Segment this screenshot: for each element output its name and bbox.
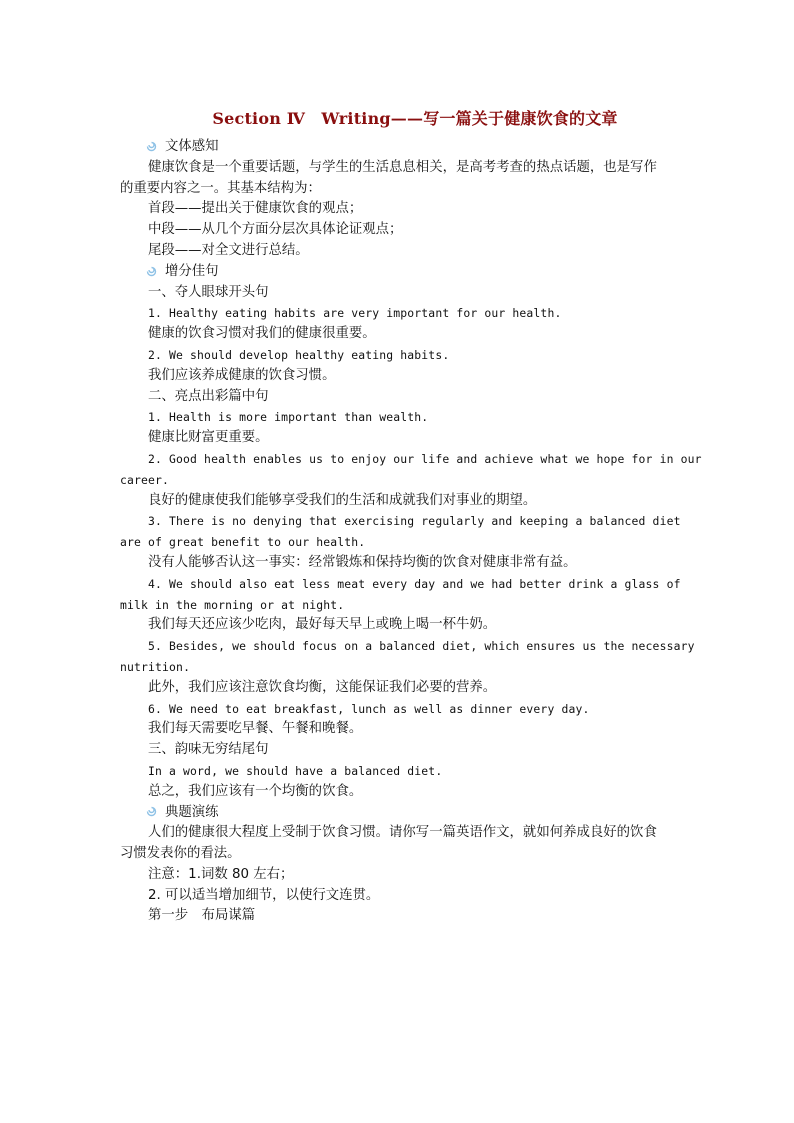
section-heading-practice <box>120 803 676 824</box>
english-sentence-continued: career. <box>120 472 170 487</box>
english-sentence: 6. We need to eat breakfast, lunch as well as dinner every day. <box>148 701 590 716</box>
step-title: 第一步 布局谋篇 <box>148 908 256 924</box>
english-sentence: 5. Besides, we should focus on a balanced diet, which ensures us the necessary <box>148 639 695 654</box>
paragraph-line: 的重要内容之一。其基本结构为： <box>120 180 321 196</box>
section-heading-text: 增分佳句 <box>165 263 219 279</box>
bullet-swirl-icon <box>146 141 157 152</box>
structure-item: 中段——从几个方面分层次具体论证观点； <box>148 222 403 238</box>
english-sentence: 3. There is no denying that exercising regularly and keeping a balanced diet <box>148 514 681 529</box>
subsection-title: 三、韵味无穷结尾句 <box>148 742 269 758</box>
paragraph-line: 习惯发表你的看法。 <box>120 846 241 862</box>
section-heading-text: 文体感知 <box>165 139 219 154</box>
note-line: 2. 可以适当增加细节，以使行文连贯。 <box>148 887 380 903</box>
chinese-translation: 总之，我们应该有一个均衡的饮食。 <box>148 783 363 799</box>
structure-item: 尾段——对全文进行总结。 <box>148 242 309 258</box>
section-heading-text: 典题演练 <box>165 804 219 820</box>
chinese-translation: 我们每天还应该少吃肉，最好每天早上或晚上喝一杯牛奶。 <box>148 617 497 633</box>
chinese-translation: 我们应该养成健康的饮食习惯。 <box>148 367 336 383</box>
page-title: Section Ⅳ Writing——写一篇关于健康饮食的文章 <box>212 109 618 128</box>
english-sentence-continued: milk in the morning or at night. <box>120 597 345 612</box>
note-line: 注意：1.词数 80 左右； <box>148 866 294 882</box>
english-sentence: 1. Healthy eating habits are very important for our health. <box>148 306 562 321</box>
chinese-translation: 健康比财富更重要。 <box>148 430 269 446</box>
chinese-translation: 良好的健康使我们能够享受我们的生活和成就我们对事业的期望。 <box>148 492 537 508</box>
english-sentence-continued: are of great benefit to our health. <box>120 535 366 550</box>
chinese-translation: 健康的饮食习惯对我们的健康很重要。 <box>148 326 376 342</box>
subsection-title: 一、夺人眼球开头句 <box>148 284 269 300</box>
english-sentence: In a word, we should have a balanced diet. <box>148 763 443 778</box>
chinese-translation: 我们每天需要吃早餐、午餐和晚餐。 <box>148 721 363 737</box>
english-sentence: 4. We should also eat less meat every day and we had better drink a glass of <box>148 576 681 591</box>
section-heading-sentences <box>120 262 676 283</box>
english-sentence: 2. Good health enables us to enjoy our life and achieve what we hope for in our <box>148 451 702 466</box>
chinese-translation: 没有人能够否认这一事实：经常锻炼和保持均衡的饮食对健康非常有益。 <box>148 554 577 570</box>
structure-item: 首段——提出关于健康饮食的观点； <box>148 201 363 217</box>
english-sentence-continued: nutrition. <box>120 659 191 674</box>
english-sentence: 1. Health is more important than wealth. <box>148 410 429 425</box>
english-sentence: 2. We should develop healthy eating habits. <box>148 347 450 362</box>
bullet-swirl-icon <box>146 806 157 817</box>
paragraph-line: 健康饮食是一个重要话题，与学生的生活息息相关，是高考考查的热点话题，也是写作 <box>148 159 657 175</box>
chinese-translation: 此外，我们应该注意饮食均衡，这能保证我们必要的营养。 <box>148 679 497 695</box>
document-body <box>120 137 702 927</box>
subsection-title: 二、亮点出彩篇中句 <box>148 388 269 404</box>
section-heading-genre <box>120 137 676 158</box>
paragraph-line: 人们的健康很大程度上受制于饮食习惯。请你写一篇英语作文，就如何养成良好的饮食 <box>148 825 657 841</box>
bullet-swirl-icon <box>146 266 157 277</box>
